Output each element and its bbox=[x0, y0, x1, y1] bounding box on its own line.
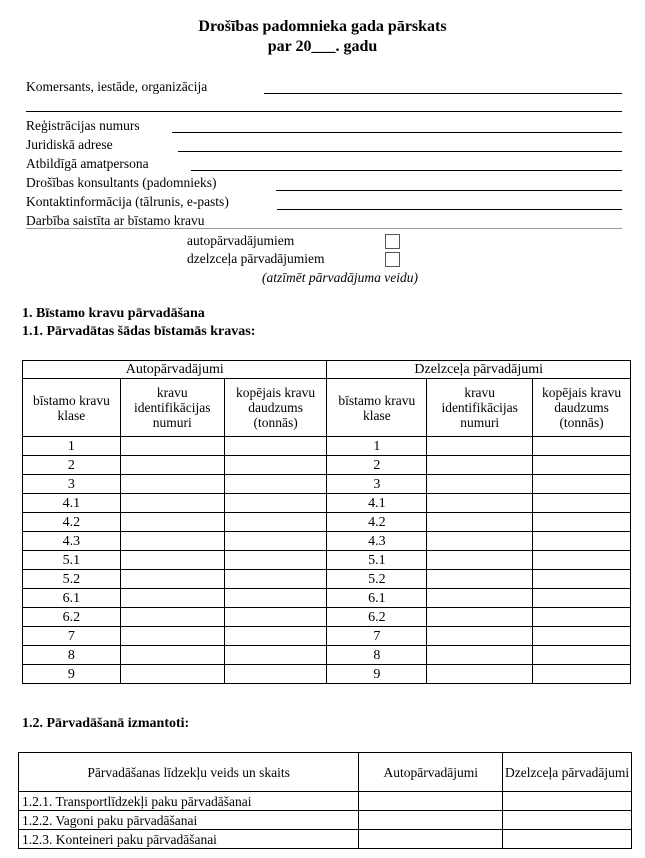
table-row bbox=[23, 608, 631, 627]
qty-cell-road[interactable] bbox=[224, 665, 327, 684]
section-1-1-heading: 1.1. Pārvadātas šādas bīstamās kravas: bbox=[22, 324, 256, 339]
qty-cell-rail[interactable] bbox=[533, 532, 631, 551]
table-row bbox=[23, 665, 631, 684]
qty-cell-road[interactable] bbox=[224, 494, 327, 513]
header-road: Autopārvadājumi bbox=[23, 361, 327, 379]
field-line-company[interactable] bbox=[264, 93, 622, 94]
ids-cell-rail[interactable] bbox=[427, 513, 533, 532]
checkbox-rail[interactable] bbox=[385, 252, 400, 267]
header-road-class: bīstamo kravu klase bbox=[23, 379, 121, 437]
field-label-activity: Darbība saistīta ar bīstamo kravu bbox=[26, 213, 205, 228]
ids-cell-rail[interactable] bbox=[427, 627, 533, 646]
ids-cell-rail[interactable] bbox=[427, 646, 533, 665]
field-label-address: Juridiskā adrese bbox=[26, 137, 113, 152]
means-type-cell: 1.2.3. Konteineri paku pārvadāšanai bbox=[19, 830, 359, 849]
field-line-regnum[interactable] bbox=[172, 132, 622, 133]
qty-cell-road[interactable] bbox=[224, 437, 327, 456]
qty-cell-road[interactable] bbox=[224, 532, 327, 551]
qty-cell-rail[interactable] bbox=[533, 646, 631, 665]
qty-cell-rail[interactable] bbox=[533, 437, 631, 456]
class-cell-road: 5.2 bbox=[23, 570, 121, 589]
ids-cell-rail[interactable] bbox=[427, 456, 533, 475]
class-cell-rail: 6.2 bbox=[327, 608, 427, 627]
field-line-contact[interactable] bbox=[277, 209, 622, 210]
ids-cell-rail[interactable] bbox=[427, 475, 533, 494]
qty-cell-road[interactable] bbox=[224, 646, 327, 665]
class-cell-rail: 9 bbox=[327, 665, 427, 684]
class-cell-road: 2 bbox=[23, 456, 121, 475]
checkbox-label-rail: dzelzceļa pārvadājumiem bbox=[187, 251, 325, 266]
field-line-activity bbox=[26, 228, 622, 229]
dangerous-goods-table-body bbox=[23, 437, 631, 684]
ids-cell-road[interactable] bbox=[120, 665, 224, 684]
qty-cell-rail[interactable] bbox=[533, 456, 631, 475]
table-row bbox=[23, 494, 631, 513]
class-cell-rail: 1 bbox=[327, 437, 427, 456]
means-type-cell: 1.2.1. Transportlīdzekļi paku pārvadāšanai bbox=[19, 792, 359, 811]
transport-means-table bbox=[18, 752, 632, 849]
qty-cell-rail[interactable] bbox=[533, 494, 631, 513]
class-cell-road: 5.1 bbox=[23, 551, 121, 570]
table-row bbox=[23, 437, 631, 456]
ids-cell-rail[interactable] bbox=[427, 494, 533, 513]
table-row bbox=[23, 551, 631, 570]
class-cell-rail: 5.2 bbox=[327, 570, 427, 589]
means-road-cell[interactable] bbox=[359, 811, 503, 830]
ids-cell-road[interactable] bbox=[120, 456, 224, 475]
qty-cell-road[interactable] bbox=[224, 513, 327, 532]
class-cell-rail: 2 bbox=[327, 456, 427, 475]
class-cell-road: 4.1 bbox=[23, 494, 121, 513]
class-cell-rail: 4.1 bbox=[327, 494, 427, 513]
header-means-rail: Dzelzceļa pārvadājumi bbox=[503, 753, 632, 792]
ids-cell-rail[interactable] bbox=[427, 570, 533, 589]
ids-cell-road[interactable] bbox=[120, 494, 224, 513]
ids-cell-road[interactable] bbox=[120, 551, 224, 570]
field-label-contact: Kontaktinformācija (tālrunis, e-pasts) bbox=[26, 194, 229, 209]
qty-cell-road[interactable] bbox=[224, 551, 327, 570]
table-row bbox=[19, 792, 632, 811]
class-cell-rail: 5.1 bbox=[327, 551, 427, 570]
field-line-address[interactable] bbox=[178, 151, 622, 152]
qty-cell-rail[interactable] bbox=[533, 608, 631, 627]
means-road-cell[interactable] bbox=[359, 792, 503, 811]
table-row bbox=[23, 475, 631, 494]
table-row bbox=[19, 811, 632, 830]
ids-cell-road[interactable] bbox=[120, 646, 224, 665]
ids-cell-rail[interactable] bbox=[427, 589, 533, 608]
table-row bbox=[23, 589, 631, 608]
qty-cell-rail[interactable] bbox=[533, 589, 631, 608]
ids-cell-road[interactable] bbox=[120, 513, 224, 532]
qty-cell-road[interactable] bbox=[224, 608, 327, 627]
form-title: Drošības padomnieka gada pārskats bbox=[198, 18, 447, 35]
ids-cell-road[interactable] bbox=[120, 589, 224, 608]
field-line-company-2[interactable] bbox=[26, 111, 622, 112]
class-cell-road: 7 bbox=[23, 627, 121, 646]
means-road-cell[interactable] bbox=[359, 830, 503, 849]
class-cell-rail: 7 bbox=[327, 627, 427, 646]
field-label-company: Komersants, iestāde, organizācija bbox=[26, 79, 208, 94]
field-label-regnum: Reģistrācijas numurs bbox=[26, 118, 140, 133]
class-cell-road: 1 bbox=[23, 437, 121, 456]
ids-cell-rail[interactable] bbox=[427, 608, 533, 627]
qty-cell-road[interactable] bbox=[224, 456, 327, 475]
class-cell-road: 9 bbox=[23, 665, 121, 684]
checkbox-note bbox=[262, 270, 418, 286]
qty-cell-road[interactable] bbox=[224, 627, 327, 646]
means-rail-cell[interactable] bbox=[503, 830, 632, 849]
class-cell-rail: 4.3 bbox=[327, 532, 427, 551]
transport-means-table-body bbox=[19, 792, 632, 849]
ids-cell-road[interactable] bbox=[120, 608, 224, 627]
qty-cell-rail[interactable] bbox=[533, 665, 631, 684]
ids-cell-rail[interactable] bbox=[427, 551, 533, 570]
header-rail: Dzelzceļa pārvadājumi bbox=[327, 361, 631, 379]
field-line-advisor[interactable] bbox=[276, 190, 622, 191]
header-means-type: Pārvadāšanas līdzekļu veids un skaits bbox=[19, 753, 359, 792]
ids-cell-road[interactable] bbox=[120, 475, 224, 494]
class-cell-rail: 3 bbox=[327, 475, 427, 494]
ids-cell-rail[interactable] bbox=[427, 532, 533, 551]
class-cell-rail: 6.1 bbox=[327, 589, 427, 608]
qty-cell-rail[interactable] bbox=[533, 627, 631, 646]
table-row bbox=[23, 513, 631, 532]
form-year: par 20___. gadu bbox=[267, 38, 378, 55]
table-row bbox=[23, 646, 631, 665]
class-cell-rail: 8 bbox=[327, 646, 427, 665]
section-1-2-heading: 1.2. Pārvadāšanā izmantoti: bbox=[22, 716, 190, 731]
class-cell-road: 3 bbox=[23, 475, 121, 494]
ids-cell-rail[interactable] bbox=[427, 665, 533, 684]
checkbox-road[interactable] bbox=[385, 234, 400, 249]
class-cell-road: 6.2 bbox=[23, 608, 121, 627]
checkbox-label-road: autopārvadājumiem bbox=[187, 233, 295, 248]
header-road-ids: kravu identifikācijas numuri bbox=[120, 379, 224, 437]
qty-cell-rail[interactable] bbox=[533, 551, 631, 570]
class-cell-road: 6.1 bbox=[23, 589, 121, 608]
ids-cell-road[interactable] bbox=[120, 570, 224, 589]
ids-cell-road[interactable] bbox=[120, 532, 224, 551]
field-label-advisor: Drošības konsultants (padomnieks) bbox=[26, 175, 217, 190]
class-cell-road: 4.3 bbox=[23, 532, 121, 551]
checkbox-note-text: (atzīmēt pārvadājuma veidu) bbox=[262, 270, 418, 285]
ids-cell-rail[interactable] bbox=[427, 437, 533, 456]
table-row bbox=[23, 532, 631, 551]
ids-cell-road[interactable] bbox=[120, 627, 224, 646]
qty-cell-rail[interactable] bbox=[533, 513, 631, 532]
qty-cell-rail[interactable] bbox=[533, 475, 631, 494]
ids-cell-road[interactable] bbox=[120, 437, 224, 456]
section-1-heading: 1. Bīstamo kravu pārvadāšana bbox=[22, 306, 205, 321]
field-label-official: Atbildīgā amatpersona bbox=[26, 156, 149, 171]
dangerous-goods-table bbox=[22, 360, 631, 684]
header-road-qty: kopējais kravu daudzums (tonnās) bbox=[224, 379, 327, 437]
header-rail-class: bīstamo kravu klase bbox=[327, 379, 427, 437]
field-line-official[interactable] bbox=[191, 170, 622, 171]
header-rail-ids: kravu identifikācijas numuri bbox=[427, 379, 533, 437]
table-row bbox=[23, 456, 631, 475]
qty-cell-road[interactable] bbox=[224, 475, 327, 494]
class-cell-rail: 4.2 bbox=[327, 513, 427, 532]
qty-cell-rail[interactable] bbox=[533, 570, 631, 589]
table-row bbox=[23, 627, 631, 646]
means-rail-cell[interactable] bbox=[503, 792, 632, 811]
qty-cell-road[interactable] bbox=[224, 589, 327, 608]
table-row bbox=[23, 570, 631, 589]
qty-cell-road[interactable] bbox=[224, 570, 327, 589]
header-rail-qty: kopējais kravu daudzums (tonnās) bbox=[533, 379, 631, 437]
header-means-road: Autopārvadājumi bbox=[359, 753, 503, 792]
class-cell-road: 4.2 bbox=[23, 513, 121, 532]
means-rail-cell[interactable] bbox=[503, 811, 632, 830]
class-cell-road: 8 bbox=[23, 646, 121, 665]
means-type-cell: 1.2.2. Vagoni paku pārvadāšanai bbox=[19, 811, 359, 830]
table-row bbox=[19, 830, 632, 849]
